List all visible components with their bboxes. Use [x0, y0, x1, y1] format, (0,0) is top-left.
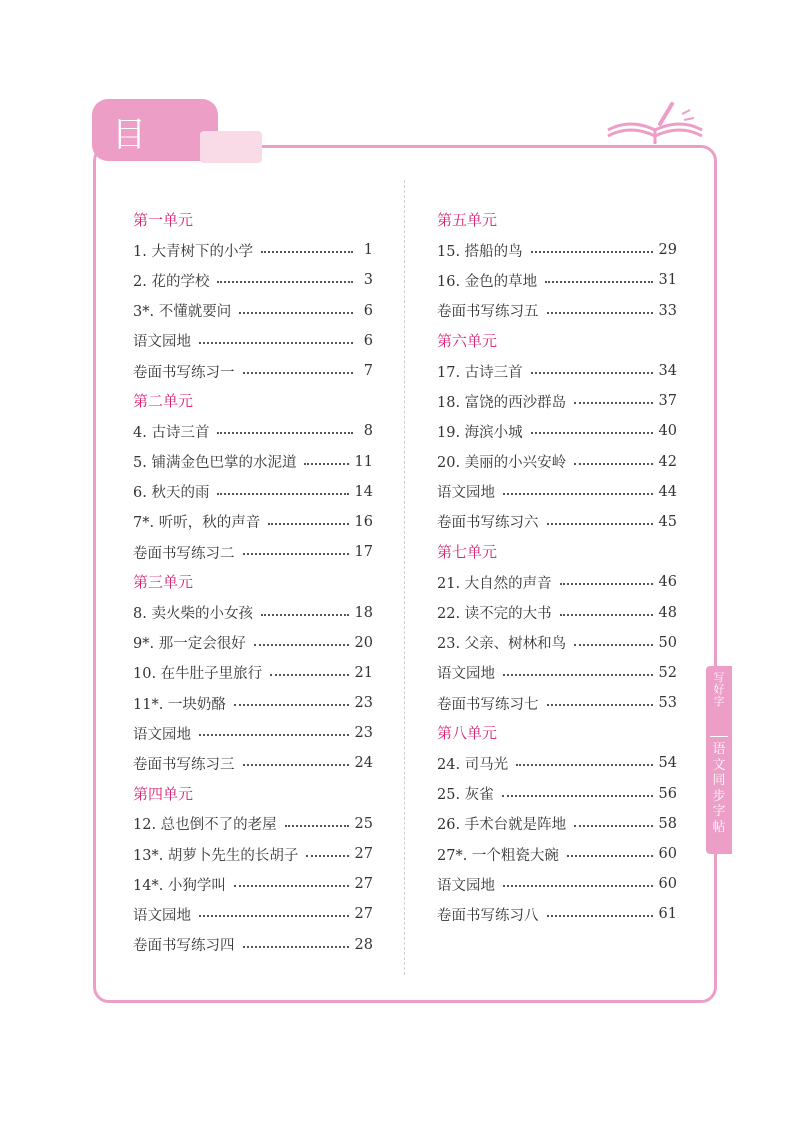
toc-entry[interactable]: [133, 326, 373, 356]
toc-entry-page: 31: [658, 272, 677, 289]
unit-heading: 第二单元: [133, 392, 194, 411]
toc-entry-page: 23: [354, 695, 373, 712]
side-tab-bottom-text: 语 文 同 步 字 帖: [712, 742, 726, 835]
toc-entry-title: 18. 富饶的西沙群岛: [437, 394, 567, 411]
toc-entry[interactable]: [133, 416, 373, 446]
toc-entry[interactable]: [133, 869, 373, 899]
unit-heading: 第六单元: [437, 331, 498, 350]
toc-entry-page: 60: [658, 876, 677, 893]
toc-leader-dots: [547, 312, 653, 314]
toc-entry-title: 27*. 一个粗瓷大碗: [437, 847, 559, 864]
toc-leader-dots: [574, 825, 652, 827]
toc-entry-title: 13*. 胡萝卜先生的长胡子: [133, 847, 299, 864]
toc-entry[interactable]: [437, 869, 677, 899]
toc-entry-title: 14*. 小狗学叫: [133, 877, 226, 894]
unit-heading: 第一单元: [133, 211, 194, 229]
toc-entry-title: 卷面书写练习一: [133, 364, 235, 381]
toc-entry-page: 58: [658, 815, 677, 832]
toc-leader-dots: [574, 463, 652, 465]
toc-entry[interactable]: [133, 356, 373, 386]
toc-entry-title: 10. 在牛肚子里旅行: [133, 666, 263, 683]
toc-entry[interactable]: [437, 507, 677, 537]
toc-leader-dots: [234, 885, 349, 887]
toc-leader-dots: [217, 432, 353, 434]
toc-entry[interactable]: [437, 899, 677, 929]
toc-leader-dots: [503, 674, 653, 676]
toc-entry[interactable]: [437, 356, 677, 386]
toc-entry-page: 18: [354, 604, 373, 621]
toc-leader-dots: [516, 764, 652, 766]
toc-entry[interactable]: [437, 839, 677, 869]
unit-heading: 第五单元: [437, 211, 498, 229]
toc-entry-title: 语文园地: [437, 485, 495, 502]
toc-entry[interactable]: [133, 447, 373, 477]
toc-entry[interactable]: [437, 477, 677, 507]
toc-leader-dots: [261, 251, 353, 253]
toc-entry-page: 61: [658, 906, 677, 923]
toc-leader-dots: [304, 463, 348, 465]
toc-entry[interactable]: [437, 809, 677, 839]
toc-entry-title: 卷面书写练习二: [133, 545, 235, 562]
toc-leader-dots: [217, 493, 348, 495]
toc-leader-dots: [503, 885, 653, 887]
toc-leader-dots: [503, 493, 653, 495]
toc-entry-page: 23: [354, 725, 373, 742]
toc-entry-title: 语文园地: [133, 334, 191, 351]
toc-entry[interactable]: [133, 537, 373, 567]
toc-entry-page: 46: [658, 574, 677, 591]
toc-entry[interactable]: [133, 658, 373, 688]
toc-entry-page: 42: [658, 453, 677, 470]
toc-entry-page: 16: [354, 513, 373, 530]
toc-leader-dots: [547, 523, 653, 525]
toc-entry[interactable]: [133, 748, 373, 778]
toc-entry-title: 16. 金色的草地: [437, 273, 538, 290]
toc-entry[interactable]: [133, 809, 373, 839]
toc-entry-page: 14: [354, 483, 373, 500]
toc-entry-page: 21: [354, 664, 373, 681]
toc-entry-page: 37: [658, 393, 677, 410]
toc-entry-page: 7: [363, 363, 373, 380]
toc-entry-page: 44: [658, 483, 677, 500]
unit-heading: 第七单元: [437, 543, 498, 562]
toc-entry[interactable]: [437, 628, 677, 658]
toc-entry-page: 45: [658, 513, 677, 530]
toc-entry-title: 卷面书写练习七: [437, 696, 539, 713]
toc-entry-title: 8. 卖火柴的小女孩: [133, 606, 253, 623]
toc-entry-title: 3*. 不懂就要问: [133, 304, 232, 321]
toc-entry[interactable]: [437, 296, 677, 326]
toc-entry-title: 卷面书写练习八: [437, 907, 539, 924]
toc-leader-dots: [243, 764, 349, 766]
toc-entry[interactable]: [133, 235, 373, 265]
toc-leader-dots: [574, 644, 652, 646]
toc-entry[interactable]: [437, 748, 677, 778]
toc-entry-page: 20: [354, 634, 373, 651]
toc-entry-title: 语文园地: [437, 877, 495, 894]
toc-leader-dots: [243, 946, 349, 948]
unit-heading: 第八单元: [437, 724, 498, 743]
toc-entry-page: 8: [363, 423, 373, 440]
toc-entry-title: 7*. 听听，秋的声音: [133, 515, 261, 532]
toc-leader-dots: [199, 915, 349, 917]
toc-entry-title: 21. 大自然的声音: [437, 575, 552, 592]
toc-entry-page: 34: [658, 363, 677, 380]
toc-entry-page: 50: [658, 634, 677, 651]
toc-entry-title: 11*. 一块奶酪: [133, 696, 226, 713]
toc-leader-dots: [560, 614, 653, 616]
toc-entry[interactable]: [133, 930, 373, 960]
unit-heading: 第三单元: [133, 573, 194, 592]
toc-entry-page: 11: [354, 453, 373, 470]
toc-leader-dots: [217, 281, 353, 283]
toc-right-column: [437, 205, 677, 930]
toc-entry-page: 1: [363, 242, 373, 259]
toc-entry-page: 27: [354, 846, 373, 863]
title-decoration-block: [200, 131, 262, 163]
toc-entry[interactable]: [437, 447, 677, 477]
toc-entry-title: 20. 美丽的小兴安岭: [437, 455, 567, 472]
toc-leader-dots: [268, 523, 348, 525]
toc-entry[interactable]: [437, 779, 677, 809]
toc-entry-title: 卷面书写练习四: [133, 938, 235, 955]
toc-entry-title: 26. 手术台就是阵地: [437, 817, 567, 834]
toc-entry-title: 卷面书写练习五: [437, 304, 539, 321]
toc-leader-dots: [254, 644, 349, 646]
toc-entry-title: 语文园地: [437, 666, 495, 683]
toc-entry-page: 17: [354, 544, 373, 561]
page-title: 目 录: [112, 115, 156, 204]
toc-entry[interactable]: [133, 899, 373, 929]
toc-entry-title: 12. 总也倒不了的老屋: [133, 817, 277, 834]
toc-leader-dots: [545, 281, 652, 283]
toc-entry[interactable]: [133, 597, 373, 627]
toc-entry-title: 2. 花的学校: [133, 273, 210, 290]
toc-entry-title: 语文园地: [133, 726, 191, 743]
side-tab-separator: [710, 736, 728, 737]
toc-entry-title: 卷面书写练习三: [133, 756, 235, 773]
open-book-pencil-icon: [600, 100, 710, 148]
toc-leader-dots: [531, 251, 653, 253]
toc-entry[interactable]: [437, 597, 677, 627]
toc-leader-dots: [531, 372, 653, 374]
toc-entry-page: 29: [658, 242, 677, 259]
toc-leader-dots: [234, 704, 349, 706]
toc-leader-dots: [567, 855, 653, 857]
toc-entry-title: 17. 古诗三首: [437, 364, 523, 381]
toc-entry[interactable]: [133, 688, 373, 718]
toc-entry-title: 23. 父亲、树林和鸟: [437, 636, 567, 653]
toc-entry[interactable]: [133, 839, 373, 869]
toc-entry[interactable]: [133, 296, 373, 326]
toc-entry-page: 60: [658, 846, 677, 863]
toc-entry-title: 24. 司马光: [437, 756, 509, 773]
toc-entry-page: 6: [363, 302, 373, 319]
toc-leader-dots: [270, 674, 348, 676]
toc-leader-dots: [199, 342, 353, 344]
toc-entry-title: 6. 秋天的雨: [133, 485, 210, 502]
toc-leader-dots: [547, 704, 653, 706]
toc-entry[interactable]: [133, 265, 373, 295]
toc-entry-page: 53: [658, 695, 677, 712]
toc-entry-page: 28: [354, 936, 373, 953]
toc-entry-title: 5. 铺满金色巴掌的水泥道: [133, 455, 297, 472]
toc-leader-dots: [261, 614, 349, 616]
toc-entry-title: 15. 搭船的鸟: [437, 243, 523, 260]
toc-leader-dots: [502, 795, 653, 797]
toc-entry[interactable]: [437, 688, 677, 718]
side-tab: [706, 666, 732, 854]
toc-entry-title: 25. 灰雀: [437, 787, 494, 804]
toc-left-column: [133, 205, 373, 960]
toc-entry[interactable]: [437, 265, 677, 295]
toc-entry[interactable]: [437, 658, 677, 688]
toc-entry[interactable]: [437, 235, 677, 265]
column-divider: [404, 180, 405, 975]
toc-entry-title: 语文园地: [133, 907, 191, 924]
toc-entry-title: 4. 古诗三首: [133, 424, 210, 441]
toc-leader-dots: [285, 825, 349, 827]
toc-entry-page: 25: [354, 815, 373, 832]
toc-entry-page: 40: [658, 423, 677, 440]
toc-leader-dots: [199, 734, 349, 736]
toc-entry-page: 48: [658, 604, 677, 621]
toc-leader-dots: [560, 583, 653, 585]
toc-leader-dots: [531, 432, 653, 434]
toc-entry-page: 3: [363, 272, 373, 289]
toc-entry-page: 24: [354, 755, 373, 772]
toc-entry-page: 52: [658, 664, 677, 681]
toc-entry-page: 6: [363, 332, 373, 349]
toc-entry-page: 56: [658, 785, 677, 802]
toc-leader-dots: [574, 402, 652, 404]
toc-leader-dots: [547, 915, 653, 917]
toc-entry[interactable]: [133, 477, 373, 507]
toc-entry-title: 19. 海滨小城: [437, 424, 523, 441]
toc-leader-dots: [306, 855, 348, 857]
toc-entry-title: 卷面书写练习六: [437, 515, 539, 532]
unit-heading: 第四单元: [133, 784, 194, 803]
toc-entry[interactable]: [133, 628, 373, 658]
title-underline: [275, 145, 515, 148]
toc-entry[interactable]: [437, 386, 677, 416]
toc-leader-dots: [243, 553, 349, 555]
toc-leader-dots: [239, 312, 353, 314]
toc-entry-title: 22. 读不完的大书: [437, 606, 552, 623]
toc-entry-page: 27: [354, 906, 373, 923]
toc-entry-title: 1. 大青树下的小学: [133, 243, 253, 260]
toc-entry-page: 33: [658, 302, 677, 319]
toc-entry[interactable]: [133, 507, 373, 537]
toc-leader-dots: [243, 372, 354, 374]
toc-entry[interactable]: [437, 567, 677, 597]
side-tab-top-text: 写 好 字: [713, 671, 725, 708]
toc-entry-page: 54: [658, 755, 677, 772]
toc-entry[interactable]: [437, 416, 677, 446]
toc-entry[interactable]: [133, 718, 373, 748]
toc-entry-page: 27: [354, 876, 373, 893]
toc-entry-title: 9*. 那一定会很好: [133, 636, 246, 653]
